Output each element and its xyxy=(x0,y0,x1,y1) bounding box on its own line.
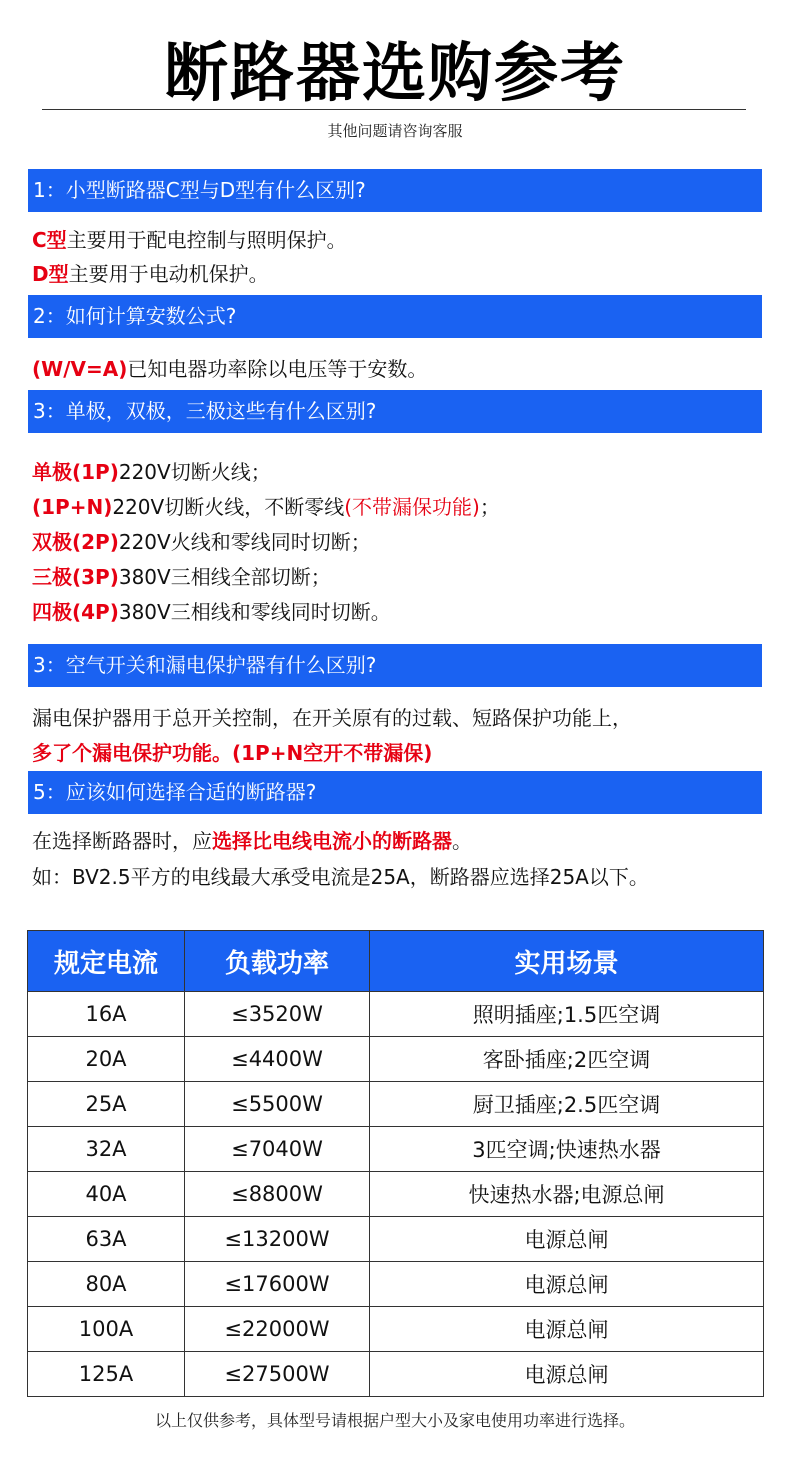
pole-text: 220V切断火线； xyxy=(118,460,271,484)
table-row xyxy=(28,1217,764,1262)
pole-item xyxy=(32,561,331,590)
pole-text: 380V三相线全部切断； xyxy=(118,565,331,589)
table-row xyxy=(28,1307,764,1352)
table-row xyxy=(28,1082,764,1127)
pole-note: (不带漏保功能) xyxy=(344,495,480,519)
cell-current: 16A xyxy=(28,992,185,1037)
question-3-bar: 3：单极，双极，三极这些有什么区别? xyxy=(28,390,762,433)
pole-label: 三极(3P) xyxy=(32,565,119,589)
cell-scene: 厨卫插座;2.5匹空调 xyxy=(370,1082,764,1127)
table-row xyxy=(28,1037,764,1082)
cell-scene: 电源总闸 xyxy=(370,1352,764,1397)
pole-label: (1P+N) xyxy=(32,495,113,519)
cell-current: 20A xyxy=(28,1037,185,1082)
formula-text: 已知电器功率除以电压等于安数。 xyxy=(127,357,428,381)
cell-power: ≤4400W xyxy=(185,1037,370,1082)
pole-item xyxy=(32,596,391,625)
table-row xyxy=(28,992,764,1037)
page-title: 断路器选购参考 xyxy=(164,37,626,111)
cell-current: 32A xyxy=(28,1127,185,1172)
breaker-spec-table xyxy=(27,930,764,1397)
cell-scene: 电源总闸 xyxy=(370,1262,764,1307)
q5-prefix: 在选择断路器时，应 xyxy=(32,829,212,853)
pole-label: 双极(2P) xyxy=(32,530,119,554)
question-5-bar: 5：应该如何选择合适的断路器? xyxy=(28,771,762,814)
q1-answer-c-type xyxy=(32,224,347,253)
cell-power: ≤22000W xyxy=(185,1307,370,1352)
cell-power: ≤17600W xyxy=(185,1262,370,1307)
cell-current: 63A xyxy=(28,1217,185,1262)
q2-answer xyxy=(32,353,427,382)
cell-scene: 快速热水器;电源总闸 xyxy=(370,1172,764,1217)
cell-power: ≤8800W xyxy=(185,1172,370,1217)
table-row xyxy=(28,1172,764,1217)
cell-scene: 3匹空调;快速热水器 xyxy=(370,1127,764,1172)
q5-highlight: 选择比电线电流小的断路器 xyxy=(212,829,452,853)
title-divider xyxy=(42,109,746,110)
cell-power: ≤5500W xyxy=(185,1082,370,1127)
cell-power: ≤7040W xyxy=(185,1127,370,1172)
header-usage-scene: 实用场景 xyxy=(370,931,764,992)
question-4-bar: 3：空气开关和漏电保护器有什么区别? xyxy=(28,644,762,687)
q5-answer-line1 xyxy=(32,825,472,854)
header-rated-current: 规定电流 xyxy=(28,931,185,992)
cell-current: 80A xyxy=(28,1262,185,1307)
q4-answer-line1: 漏电保护器用于总开关控制，在开关原有的过载、短路保护功能上， xyxy=(32,706,632,730)
header-load-power: 负载功率 xyxy=(185,931,370,992)
cell-scene: 电源总闸 xyxy=(370,1307,764,1352)
cell-current: 100A xyxy=(28,1307,185,1352)
cell-power: ≤27500W xyxy=(185,1352,370,1397)
pole-tail: ； xyxy=(479,495,500,519)
pole-label: 单极(1P) xyxy=(32,460,119,484)
q5-answer-line2: 如：BV2.5平方的电线最大承受电流是25A，断路器应选择25A以下。 xyxy=(32,865,649,889)
cell-power: ≤13200W xyxy=(185,1217,370,1262)
cell-power: ≤3520W xyxy=(185,992,370,1037)
q4-answer-line2: 多了个漏电保护功能。(1P+N空开不带漏保) xyxy=(32,741,433,765)
question-1-bar: 1：小型断路器C型与D型有什么区别? xyxy=(28,169,762,212)
cell-current: 125A xyxy=(28,1352,185,1397)
table-row xyxy=(28,1352,764,1397)
pole-item xyxy=(32,456,271,485)
pole-text: 220V切断火线，不断零线 xyxy=(112,495,345,519)
q1-answer-d-type xyxy=(32,258,269,287)
cell-scene: 电源总闸 xyxy=(370,1217,764,1262)
d-type-text: 主要用于电动机保护。 xyxy=(68,262,269,286)
table-row xyxy=(28,1127,764,1172)
pole-label: 四极(4P) xyxy=(32,600,119,624)
page-subtitle: 其他问题请咨询客服 xyxy=(327,122,463,140)
cell-scene: 照明插座;1.5匹空调 xyxy=(370,992,764,1037)
question-2-bar: 2：如何计算安数公式? xyxy=(28,295,762,338)
q5-suffix: 。 xyxy=(452,829,472,853)
table-header-row xyxy=(28,931,764,992)
formula-label: (W/V=A) xyxy=(32,357,128,381)
pole-text: 380V三相线和零线同时切断。 xyxy=(118,600,391,624)
table-row xyxy=(28,1262,764,1307)
cell-scene: 客卧插座;2匹空调 xyxy=(370,1037,764,1082)
pole-item xyxy=(32,526,371,555)
pole-text: 220V火线和零线同时切断； xyxy=(118,530,371,554)
d-type-label: D型 xyxy=(32,262,69,286)
c-type-text: 主要用于配电控制与照明保护。 xyxy=(66,228,347,252)
footer-note: 以上仅供参考，具体型号请根据户型大小及家电使用功率进行选择。 xyxy=(154,1411,635,1430)
cell-current: 25A xyxy=(28,1082,185,1127)
cell-current: 40A xyxy=(28,1172,185,1217)
c-type-label: C型 xyxy=(32,228,67,252)
pole-item xyxy=(32,491,500,520)
